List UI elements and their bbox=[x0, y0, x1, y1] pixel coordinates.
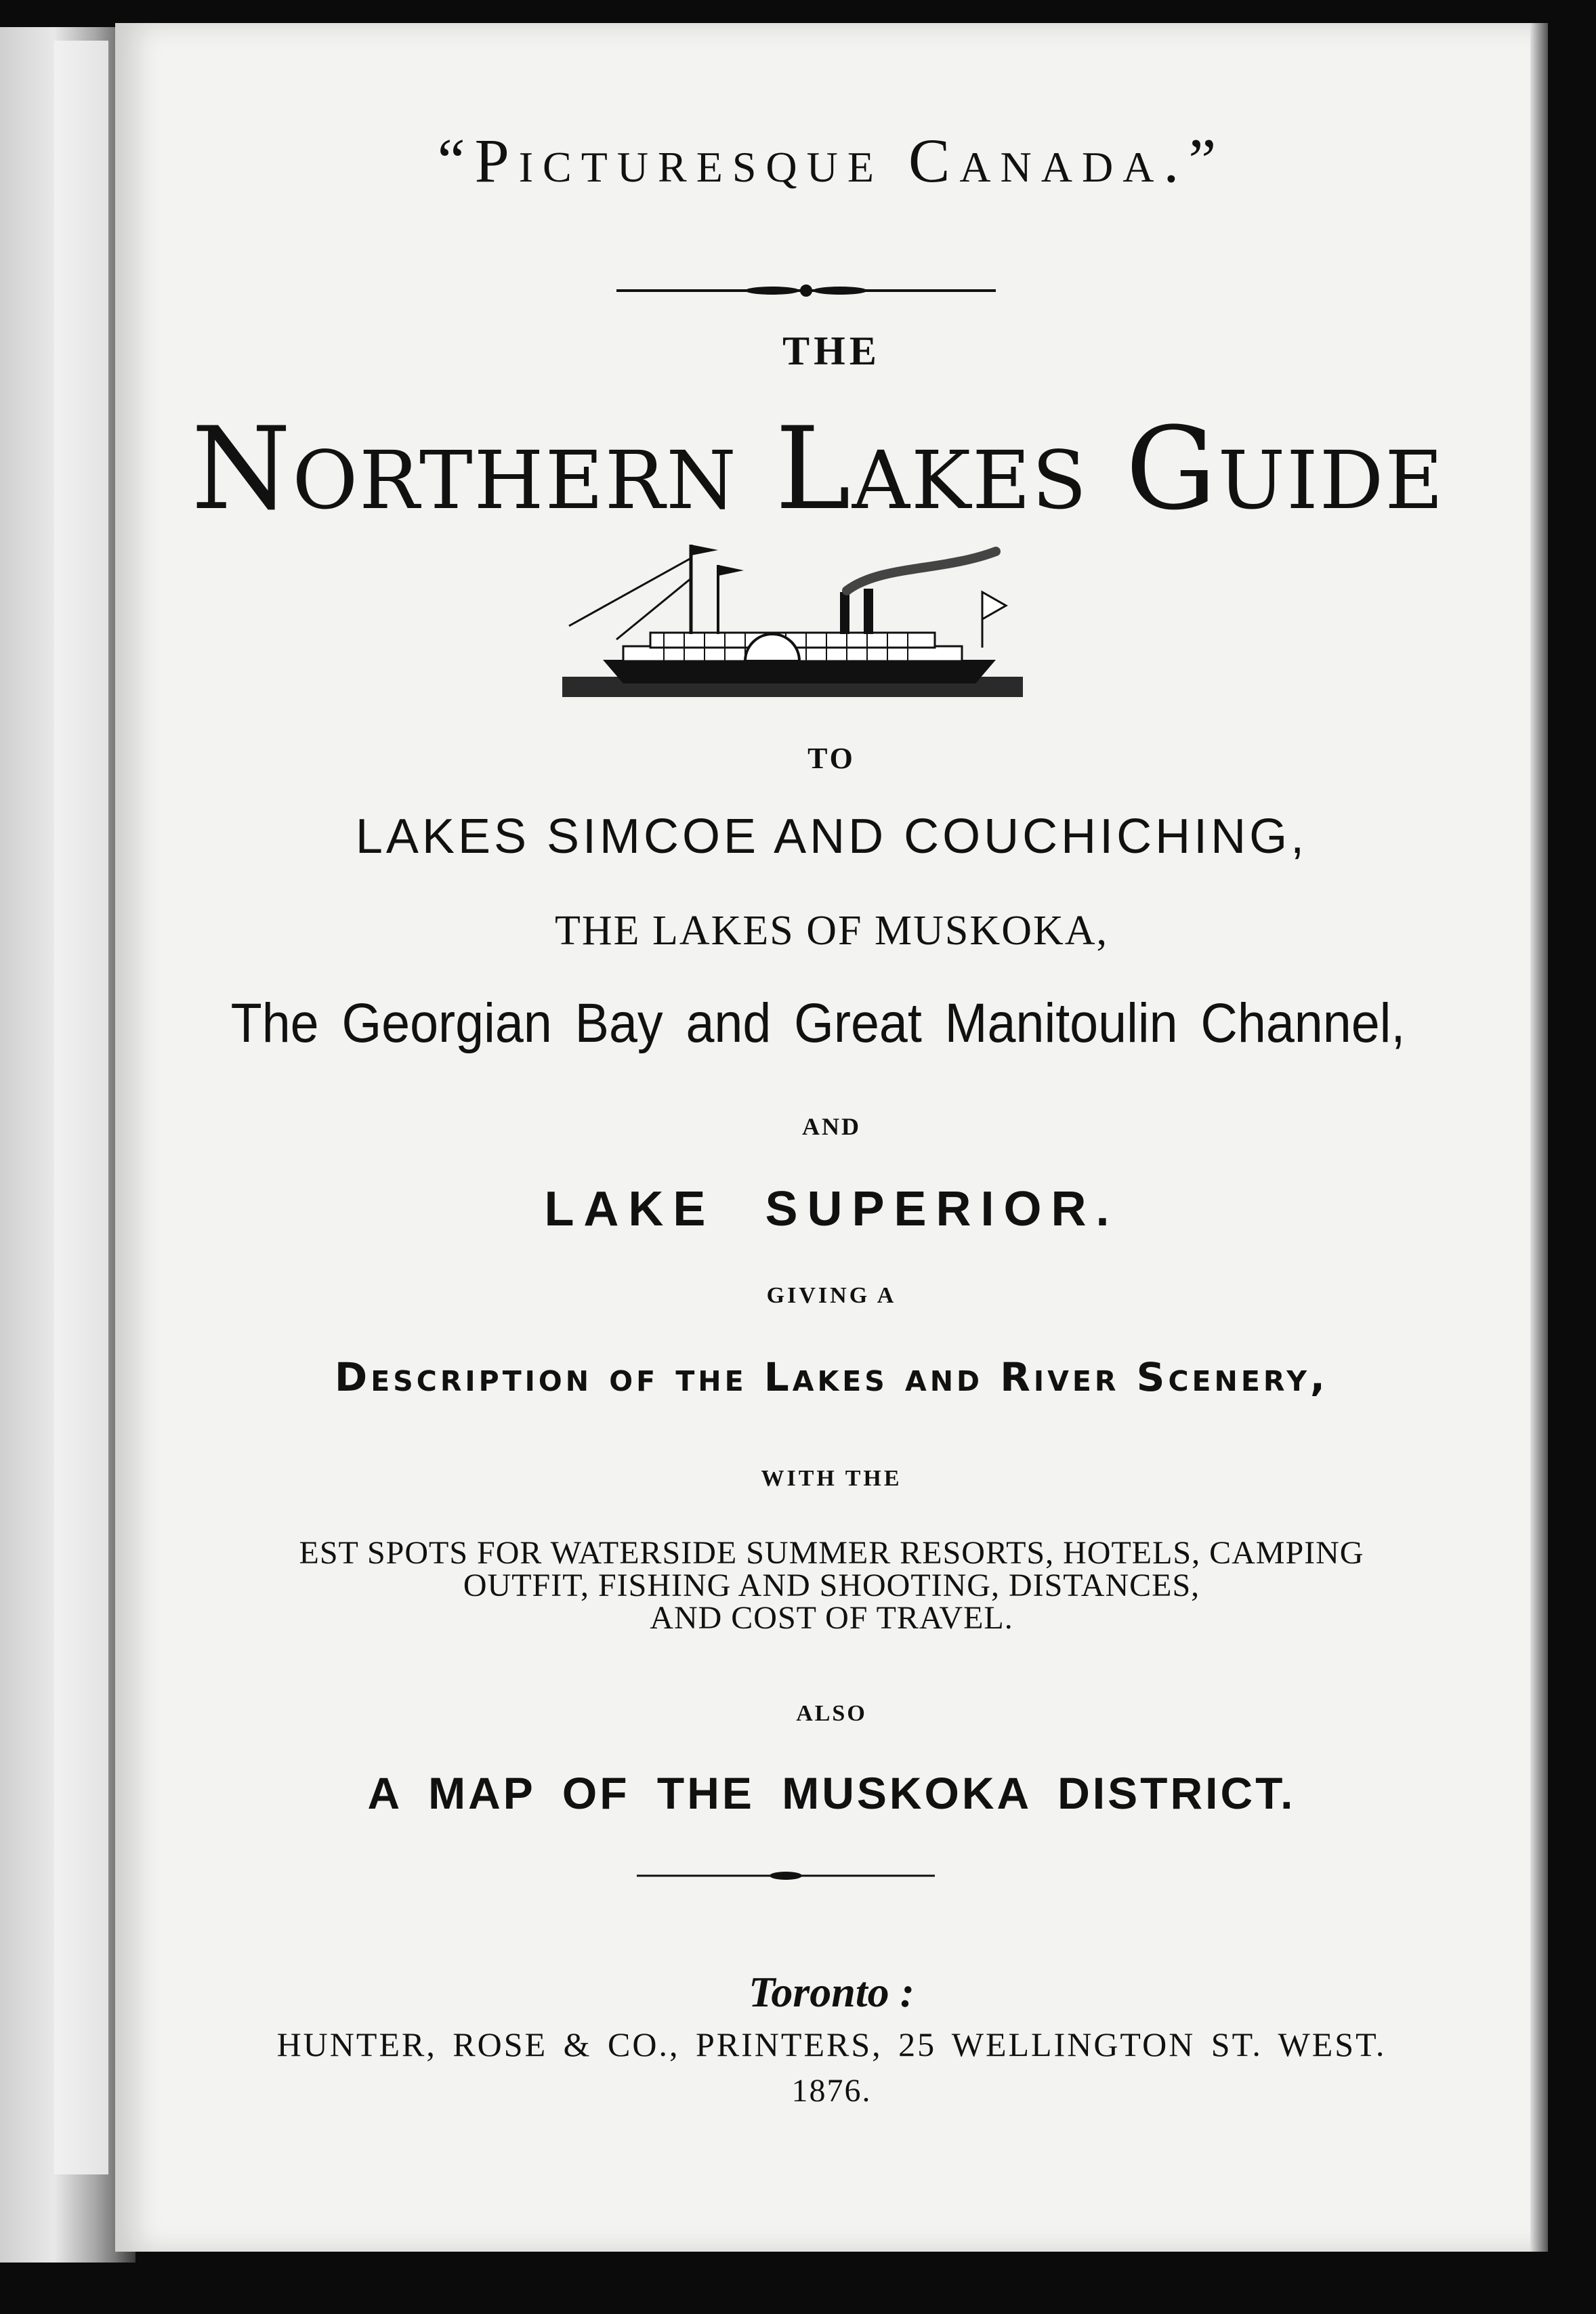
imprint-printer: HUNTER, ROSE & CO., PRINTERS, 25 WELLINGTON ST. WEST. bbox=[276, 2025, 1387, 2063]
title-page bbox=[115, 23, 1548, 2252]
also-label: ALSO bbox=[796, 1701, 867, 1726]
bottom-rule-ornament bbox=[637, 1869, 935, 1882]
subtitle-line-2: THE LAKES OF MUSKOKA, bbox=[554, 908, 1109, 954]
resorts-paragraph: EST SPOTS FOR WATERSIDE SUMMER RESORTS, HOTELS, CAMPING OUTFIT, FISHING AND SHOOTING, DISTANCES, AND COST OF TRAVEL. bbox=[299, 1535, 1364, 1636]
subtitle-line-4: LAKE SUPERIOR. bbox=[544, 1182, 1119, 1236]
top-rule-ornament bbox=[616, 280, 996, 301]
and-label: AND bbox=[802, 1113, 861, 1140]
description-line: Description of the Lakes and River Scenery, bbox=[335, 1354, 1328, 1400]
with-the-label: WITH THE bbox=[761, 1466, 902, 1491]
main-title: Northern Lakes Guide bbox=[191, 402, 1445, 535]
giving-label: GIVING A bbox=[766, 1283, 897, 1308]
map-line: A MAP OF THE MUSKOKA DISTRICT. bbox=[367, 1768, 1296, 1818]
subtitle-line-1: LAKES SIMCOE AND COUCHICHING, bbox=[355, 809, 1308, 864]
to-label: TO bbox=[807, 742, 856, 775]
imprint-year: 1876. bbox=[791, 2073, 872, 2109]
series-title: “Picturesque Canada.” bbox=[437, 126, 1226, 195]
imprint-place: Toronto : bbox=[749, 1968, 915, 2016]
subtitle-line-3: The Georgian Bay and Great Manitoulin Channel, bbox=[230, 992, 1406, 1054]
the-label: THE bbox=[782, 329, 881, 373]
previous-page-edge bbox=[54, 41, 108, 2174]
steamboat-illustration bbox=[562, 538, 1023, 707]
